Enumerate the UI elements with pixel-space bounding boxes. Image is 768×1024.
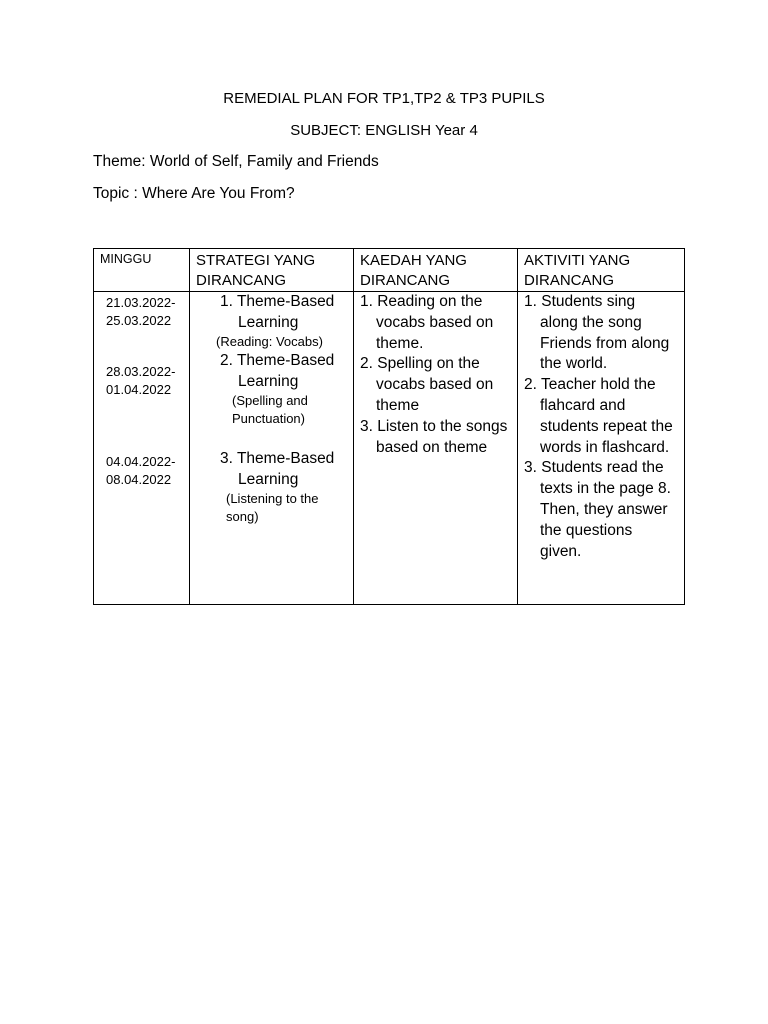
week-3-end: 08.04.2022 [106,472,172,487]
method-list [360,292,509,458]
strategy-1-sub: (Reading: Vocabs) [216,334,323,349]
header-week: MINGGU [94,249,190,292]
week-2-end: 01.04.2022 [106,382,172,397]
strategy-1-title: 1. Theme-Based Learning [220,293,335,331]
header-method: KAEDAH YANG DIRANCANG [354,249,518,292]
table-header-row [94,249,685,292]
activity-item-2: 2. Teacher hold the flahcard and students repeat the words in flashcard. [524,376,673,456]
table-row [94,292,685,605]
week-3-start: 04.04.2022- [106,454,176,469]
week-2-start: 28.03.2022- [106,364,176,379]
week-3 [100,451,175,489]
header-activity: AKTIVITI YANG DIRANCANG [518,249,685,292]
document-title: REMEDIAL PLAN FOR TP1,TP2 & TP3 PUPILS [223,90,545,107]
strategy-1 [220,292,348,333]
activity-item-1: 1. Students sing along the song Friends from along the world. [524,293,670,373]
header-strategy: STRATEGI YANG DIRANCANG [190,249,354,292]
week-1 [100,292,175,330]
strategy-cell [190,292,354,605]
document-topic: Topic : Where Are You From? [93,185,295,202]
method-cell [354,292,518,605]
strategy-3-title: 3. Theme-Based Learning [220,450,335,488]
week-1-end: 25.03.2022 [106,313,172,328]
activity-item-3: 3. Students read the texts in the page 8. Then, they answer the questions given. [524,459,671,560]
activity-cell [518,292,685,605]
strategy-2-sub: (Spelling and Punctuation) [232,393,308,426]
week-1-start: 21.03.2022- [106,295,176,310]
strategy-2-title: 2. Theme-Based Learning [220,352,335,390]
method-item-1: 1. Reading on the vocabs based on theme. [360,293,494,352]
method-item-2: 2. Spelling on the vocabs based on theme [360,355,494,414]
week-2 [100,361,175,399]
method-item-3: 3. Listen to the songs based on theme [360,417,508,456]
strategy-3-sub: (Listening to the song) [226,491,319,524]
activity-list [524,292,676,562]
weeks-cell [94,292,190,605]
document-theme: Theme: World of Self, Family and Friends [93,153,379,170]
strategy-2 [220,351,348,392]
strategy-3 [220,449,348,490]
document-subject: SUBJECT: ENGLISH Year 4 [290,122,478,139]
remedial-plan-table [93,248,685,605]
